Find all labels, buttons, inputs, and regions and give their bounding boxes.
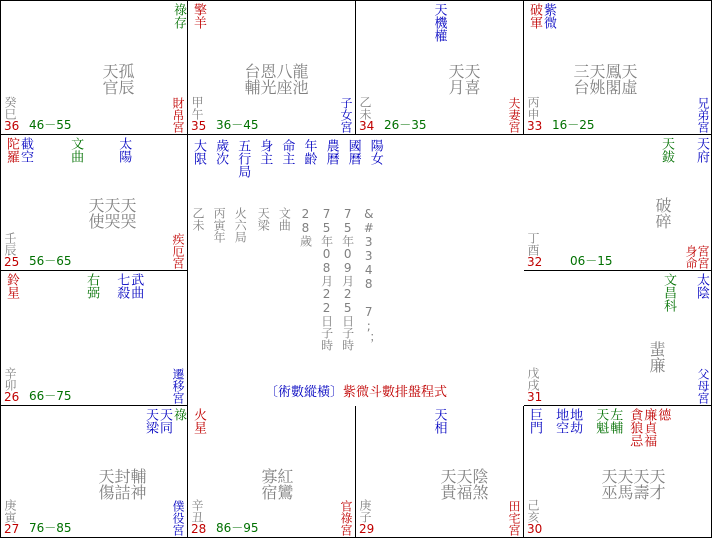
palace-27-side-stars: 天傷封詰輔神 bbox=[96, 468, 147, 500]
palace-34-side-stars: 天月天喜 bbox=[446, 63, 481, 95]
palace-33-number: 33 bbox=[527, 119, 543, 133]
palace-34-main-stars: 天機權 bbox=[431, 3, 447, 42]
palace-28-name: 官祿宮 bbox=[339, 500, 353, 536]
palace-28-main-stars: 火星 bbox=[191, 408, 206, 434]
palace-32-ganzhi: 丁酉 bbox=[526, 232, 540, 256]
palace-32-number: 32 bbox=[527, 255, 543, 269]
palace-29-name: 田宅宮 bbox=[507, 500, 521, 536]
palace-26-name: 遷移宮 bbox=[171, 368, 185, 404]
palace-27-range: 76－85 bbox=[29, 521, 72, 535]
center-suici: 丙寅年 bbox=[212, 207, 227, 243]
palace-32-side-stars: 破碎 bbox=[653, 197, 672, 229]
palace-35-ganzhi: 甲午 bbox=[190, 96, 204, 120]
palace-33-main-stars: 破軍紫微 bbox=[527, 3, 556, 29]
palace-31-main-stars: 文昌科 太陰 bbox=[661, 273, 709, 312]
palace-28-number: 28 bbox=[191, 522, 207, 536]
center-wuxing: 火六局 bbox=[233, 207, 248, 243]
palace-30-side-stars: 天巫天馬天壽天才 bbox=[599, 468, 666, 500]
palace-29-side-stars: 天貴天福陰煞 bbox=[438, 468, 489, 500]
palace-28-side-stars: 寡宿紅鸞 bbox=[259, 468, 294, 500]
center-shenzhu: 天梁 bbox=[256, 207, 271, 231]
palace-26-ganzhi: 辛卯 bbox=[3, 367, 17, 391]
palace-30[interactable] bbox=[524, 406, 712, 537]
palace-28-range: 86－95 bbox=[216, 521, 259, 535]
palace-30-ganzhi: 己亥 bbox=[526, 499, 540, 523]
palace-25-number: 25 bbox=[4, 255, 20, 269]
palace-31-name: 父母宮 bbox=[696, 368, 710, 404]
palace-30-main-stars: 巨門 地空地劫 天魁左輔 貪狼忌廉貞福德 bbox=[527, 408, 671, 447]
palace-27-name: 僕役宮 bbox=[171, 500, 185, 536]
palace-33[interactable] bbox=[524, 1, 712, 135]
palace-34-number: 34 bbox=[359, 119, 375, 133]
center-nongli: 75年08月22日子時 bbox=[319, 207, 334, 351]
center-labels: 大限 歲次 五行局 身主 命主 年齡 農曆 國曆 陽女 bbox=[191, 139, 383, 178]
palace-36[interactable] bbox=[1, 1, 188, 135]
palace-31-side-stars: 蜚廉 bbox=[647, 341, 666, 373]
palace-34-range: 26－35 bbox=[384, 118, 427, 132]
palace-34-name: 夫妻宮 bbox=[507, 97, 521, 133]
palace-27-ganzhi: 庚寅 bbox=[3, 499, 17, 523]
title-main: 紫微斗數排盤程式 bbox=[343, 385, 448, 400]
palace-34-ganzhi: 乙未 bbox=[358, 96, 372, 120]
palace-28[interactable] bbox=[188, 406, 356, 537]
palace-36-name: 財帛宮 bbox=[171, 97, 185, 133]
palace-27[interactable] bbox=[1, 406, 188, 537]
palace-36-range: 46－55 bbox=[29, 118, 72, 132]
palace-25-name: 疾厄宮 bbox=[171, 233, 185, 269]
palace-28-ganzhi: 辛丑 bbox=[190, 499, 204, 523]
palace-31-ganzhi: 戊戌 bbox=[526, 367, 540, 391]
palace-31-number: 31 bbox=[527, 390, 543, 404]
palace-33-name: 兄弟宮 bbox=[696, 97, 710, 133]
palace-29[interactable] bbox=[356, 406, 524, 537]
palace-35-number: 35 bbox=[191, 119, 207, 133]
palace-36-main-stars: 祿存 bbox=[171, 3, 186, 29]
palace-36-side-stars: 天官孤辰 bbox=[100, 63, 135, 95]
center-yangnv: &#3348 7;； bbox=[361, 207, 376, 345]
palace-32-range: 06－15 bbox=[570, 254, 613, 268]
palace-26-range: 66－75 bbox=[29, 389, 72, 403]
palace-26-number: 26 bbox=[4, 390, 20, 404]
palace-32-main-stars: 天鈸 天府 bbox=[659, 137, 709, 163]
palace-26-main-stars: 鈴星 右弼 七殺武曲 bbox=[4, 273, 144, 299]
title-bracket: 〔術數縱橫〕 bbox=[264, 385, 343, 400]
center-nianling: 28歲 bbox=[298, 207, 313, 247]
center-daxian: 乙未 bbox=[191, 207, 205, 231]
palace-35[interactable] bbox=[188, 1, 356, 135]
palace-35-name: 子女宮 bbox=[339, 97, 353, 133]
center-mingzhu: 文曲 bbox=[277, 207, 292, 231]
palace-29-main-stars: 天相 bbox=[431, 408, 447, 434]
palace-25-side-stars: 天使天哭天哭 bbox=[86, 197, 137, 229]
palace-33-ganzhi: 丙申 bbox=[526, 96, 540, 120]
palace-35-main-stars: 擎羊 bbox=[191, 3, 206, 29]
program-title bbox=[188, 381, 524, 400]
palace-33-range: 16－25 bbox=[552, 118, 595, 132]
palace-25-main-stars: 陀羅截空 文曲 太陽 bbox=[4, 137, 132, 163]
center-values bbox=[192, 207, 375, 351]
palace-29-ganzhi: 庚子 bbox=[358, 499, 372, 523]
palace-31[interactable] bbox=[524, 271, 712, 406]
palace-35-side-stars: 台輔恩光八座龍池 bbox=[242, 63, 309, 95]
palace-35-range: 36－45 bbox=[216, 118, 259, 132]
palace-33-side-stars: 三台天姚鳳閣天虛 bbox=[571, 63, 638, 95]
palace-26[interactable] bbox=[1, 271, 188, 406]
palace-36-number: 36 bbox=[4, 119, 20, 133]
palace-34[interactable] bbox=[356, 1, 524, 135]
palace-27-main-stars: 天梁天同祿 bbox=[143, 408, 186, 434]
palace-25[interactable] bbox=[1, 135, 188, 271]
center-guoli: 75年09月25日子時 bbox=[340, 207, 355, 351]
palace-32-name: 身命宮宮 bbox=[684, 245, 710, 269]
center-panel bbox=[188, 135, 524, 406]
palace-25-range: 56－65 bbox=[29, 254, 72, 268]
palace-29-number: 29 bbox=[359, 522, 375, 536]
palace-25-ganzhi: 壬辰 bbox=[3, 232, 17, 256]
palace-32[interactable] bbox=[524, 135, 712, 271]
palace-30-number: 30 bbox=[527, 522, 543, 536]
palace-36-ganzhi: 癸巳 bbox=[3, 96, 17, 120]
palace-27-number: 27 bbox=[4, 522, 20, 536]
